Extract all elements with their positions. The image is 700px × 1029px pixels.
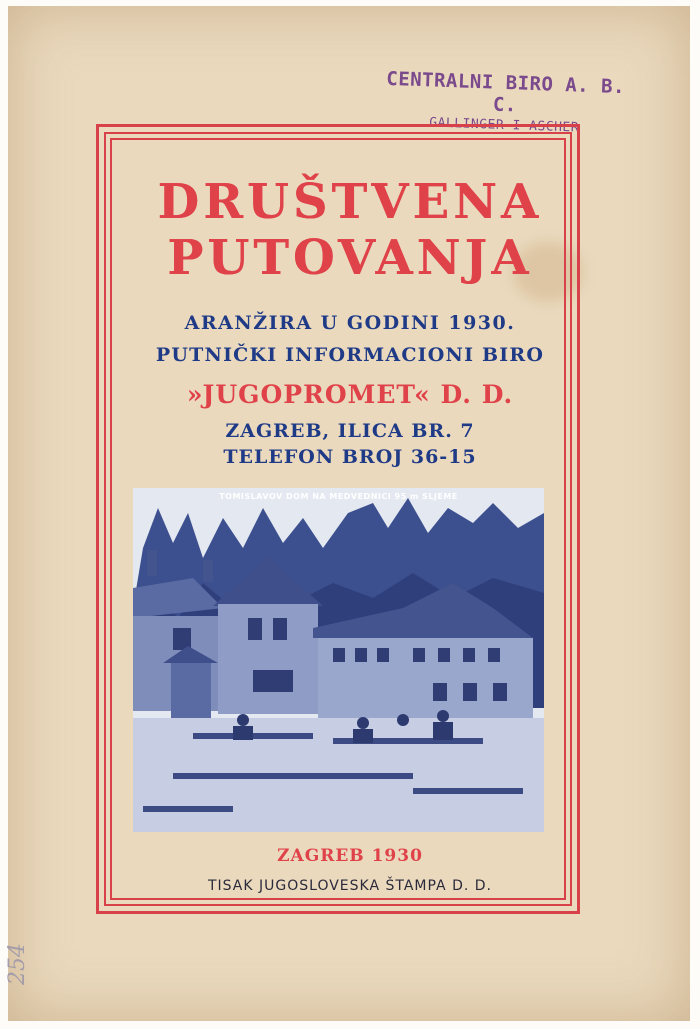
mountain-lodge-photo bbox=[133, 488, 544, 832]
stamp-line-1: CENTRALNI BIRO A. B. C. bbox=[385, 67, 626, 117]
title-line-1: DRUŠTVENA bbox=[157, 174, 543, 230]
telephone: TELEFON BROJ 36-15 bbox=[223, 446, 477, 468]
handwritten-number: 254 bbox=[5, 943, 30, 985]
address: ZAGREB, ILICA BR. 7 bbox=[225, 420, 475, 442]
photo-caption: TOMISLAVOV DOM NA MEDVEDNICI 95 m SLJEME bbox=[219, 492, 458, 501]
company-name: »JUGOPROMET« D. D. bbox=[186, 380, 514, 409]
subtitle-bureau: PUTNIČKI INFORMACIONI BIRO bbox=[155, 344, 545, 366]
lodge-illustration bbox=[133, 488, 544, 832]
title-line-2: PUTOVANJA bbox=[167, 230, 533, 286]
subtitle-year: ARANŽIRA U GODINI 1930. bbox=[184, 312, 516, 334]
footer-printer: TISAK JUGOSLOVESKA ŠTAMPA D. D. bbox=[207, 878, 492, 894]
stamp-line-2: GALLINGER I ASCHER bbox=[429, 115, 580, 136]
footer-city-year: ZAGREB 1930 bbox=[277, 846, 423, 866]
